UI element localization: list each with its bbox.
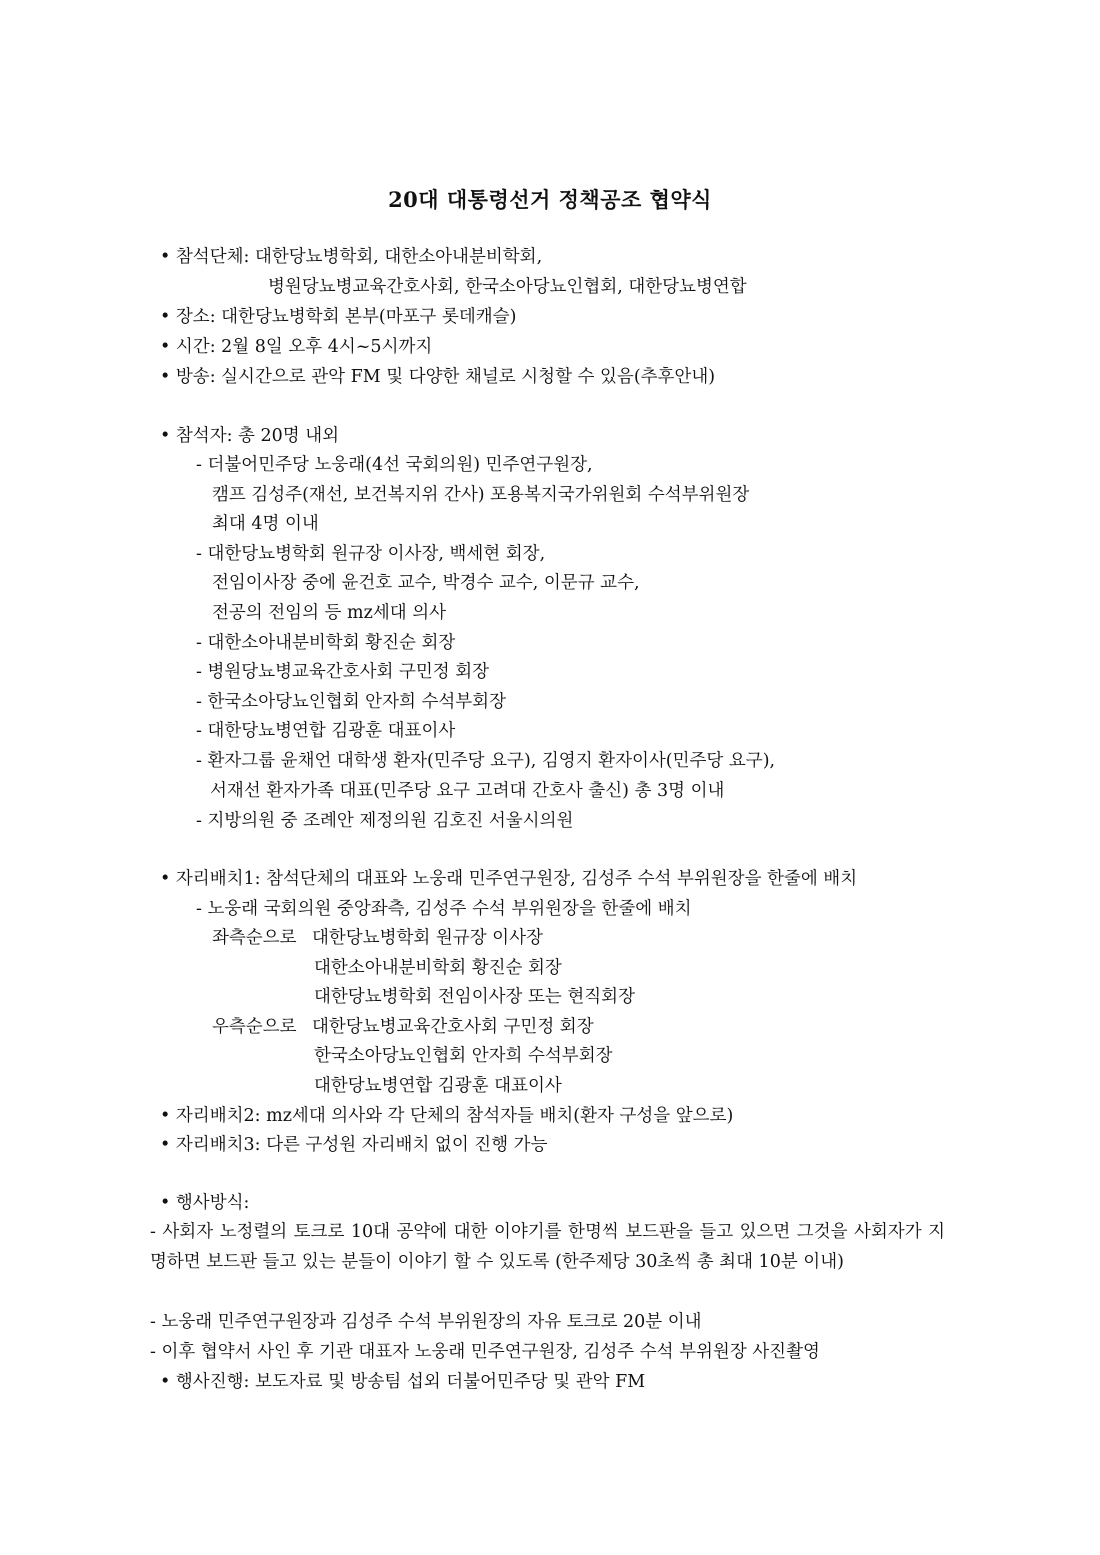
attendee-line: 전임이사장 중에 윤건호 교수, 박경수 교수, 이문규 교수,: [212, 573, 640, 593]
info-broadcast: • 방송: 실시간으로 관악 FM 및 다양한 채널로 시청할 수 있음(추후안내): [160, 367, 716, 387]
attendee-line: 서재선 환자가족 대표(민주당 요구 고려대 간호사 출신) 총 3명 이내: [210, 781, 725, 801]
method-paragraph: - 사회자 노정렬의 토크로 10대 공약에 대한 이야기를 한명씩 보드판을 들고 있으면 그것을 사회자가 지명하면 보드판 들고 있는 분들이 이야기 할 수 있도록 (한주제당 30초씩 총 최대 10분 이내): [150, 1222, 945, 1272]
attendee-line: 최대 4명 이내: [212, 514, 319, 534]
seating-1-sub: - 노웅래 국회의원 중앙좌측, 김성주 수석 부위원장을 한줄에 배치: [196, 899, 692, 919]
seating-left-label: 좌측순으로: [212, 928, 297, 948]
info-orgs-line2: 병원당뇨병교육간호사회, 한국소아당뇨인협회, 대한당뇨병연합: [268, 277, 747, 297]
attendee-line: - 환자그룹 윤채언 대학생 환자(민주당 요구), 김영지 환자이사(민주당 요구),: [196, 751, 776, 771]
attendee-line: - 지방의원 중 조례안 제정의원 김호진 서울시의원: [196, 811, 574, 831]
method-header: • 행사방식:: [160, 1193, 250, 1213]
attendee-line: - 대한당뇨병학회 원규장 이사장, 백세현 회장,: [196, 544, 546, 564]
method-line-2: - 노웅래 민주연구원장과 김성주 수석 부위원장의 자유 토크로 20분 이내: [150, 1312, 702, 1332]
info-orgs-line1: • 참석단체: 대한당뇨병학회, 대한소아내분비학회,: [160, 247, 543, 267]
method-line-3: - 이후 협약서 사인 후 기관 대표자 노웅래 민주연구원장, 김성주 수석 부위원장 사진촬영: [150, 1342, 820, 1362]
attendee-line: - 대한당뇨병연합 김광훈 대표이사: [196, 721, 456, 741]
attendee-line: 전공의 전임의 등 mz세대 의사: [212, 603, 447, 623]
seating-right-item: 한국소아당뇨인협회 안자희 수석부회장: [314, 1046, 613, 1066]
seating-left-item: 대한당뇨병학회 원규장 이사장: [312, 928, 543, 948]
seating-1: • 자리배치1: 참석단체의 대표와 노웅래 민주연구원장, 김성주 수석 부위원장을 한줄에 배치: [160, 869, 858, 889]
method-progress: • 행사진행: 보도자료 및 방송팀 섭외 더불어민주당 및 관악 FM: [160, 1372, 646, 1392]
attendee-line: 캠프 김성주(재선, 보건복지위 간사) 포용복지국가위원회 수석부위원장: [212, 485, 750, 505]
info-place: • 장소: 대한당뇨병학회 본부(마포구 롯데캐슬): [160, 307, 517, 327]
seating-left-item: 대한소아내분비학회 황진순 회장: [314, 958, 562, 978]
attendee-line: - 한국소아당뇨인협회 안자희 수석부회장: [196, 692, 506, 712]
seating-right-label: 우측순으로: [212, 1017, 297, 1037]
seating-right-item: 대한당뇨병연합 김광훈 대표이사: [314, 1076, 562, 1096]
attendee-line: - 병원당뇨병교육간호사회 구민정 회장: [196, 662, 490, 682]
attendees-header: • 참석자: 총 20명 내외: [160, 426, 340, 446]
seating-left-item: 대한당뇨병학회 전임이사장 또는 현직회장: [314, 987, 635, 1007]
info-time: • 시간: 2월 8일 오후 4시~5시까지: [160, 337, 433, 357]
attendee-line: - 더불어민주당 노웅래(4선 국회의원) 민주연구원장,: [196, 455, 593, 475]
seating-right-item: 대한당뇨병교육간호사회 구민정 회장: [312, 1017, 594, 1037]
attendee-line: - 대한소아내분비학회 황진순 회장: [196, 633, 456, 653]
document-title: 20대 대통령선거 정책공조 협약식: [388, 187, 712, 212]
seating-2: • 자리배치2: mz세대 의사와 각 단체의 참석자들 배치(환자 구성을 앞으로): [160, 1106, 734, 1126]
seating-3: • 자리배치3: 다른 구성원 자리배치 없이 진행 가능: [160, 1135, 548, 1155]
